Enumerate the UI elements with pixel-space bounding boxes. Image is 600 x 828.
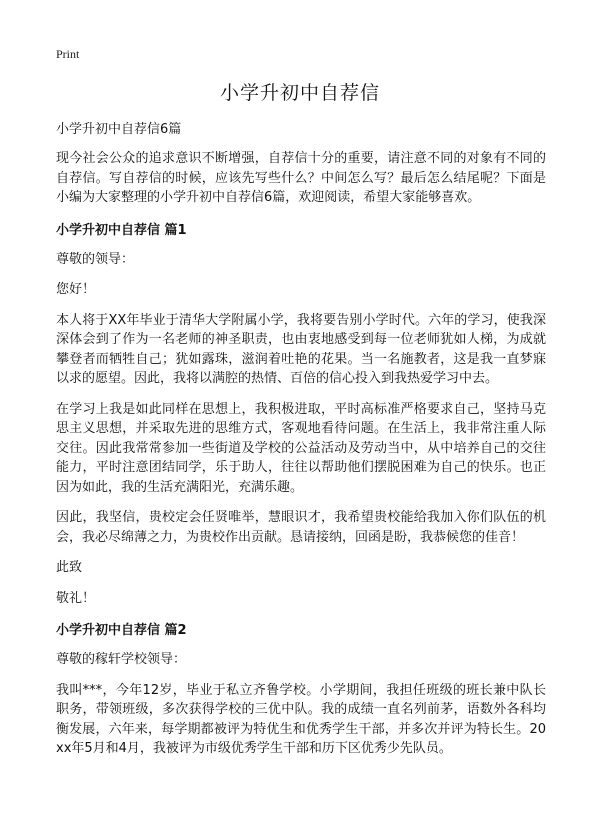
greeting-1: 您好！ (56, 282, 96, 297)
document-body (56, 118, 546, 770)
body-paragraph-1-3: 因此，我坚信，贵校定会任贤唯举，慧眼识才，我希望贵校能给我加入你们队伍的机会，我必尽绵薄之力，为贵校作出贡献。恳请接纳，回函是盼，我恭候您的佳音！ (56, 510, 546, 545)
salutation-2: 尊敬的稼轩学校领导： (56, 652, 187, 667)
closing-line-2: 敬礼！ (56, 590, 96, 606)
section-heading-1: 小学升初中自荐信 篇1 (56, 222, 187, 238)
body-paragraph-1-2: 在学习上我是如此同样在思想上，我积极进取，平时高标准严格要求自己，坚持马克思主义思想，并采取先进的思维方式，客观地看待问题。在生活上，我非常注重人际交往。因此我常常参加一些街道及学校的公益活动及劳动当中，从中培养自己的交往能力，平时注意团结同学，乐于助人，往往以帮助他们摆脱困难为自己的快乐。也正因为如此，我的生活充满阳光，充满乐趣。 (56, 401, 546, 495)
closing-line-1: 此致 (56, 560, 83, 575)
section-heading-2: 小学升初中自荐信 篇2 (56, 623, 187, 638)
page-title: 小学升初中自荐信 (219, 82, 380, 104)
intro-paragraph: 现今社会公众的追求意识不断增强，自荐信十分的重要，请注意不同的对象有不同的自荐信。写自荐信的时候，应该先写些什么？中间怎么写？最后怎么结尾呢？下面是小编为大家整理的小学升初中自荐信6篇，欢迎阅读，希望大家能够喜欢。 (56, 151, 546, 205)
print-link[interactable]: Print (56, 47, 80, 61)
document-subtitle: 小学升初中自荐信6篇 (56, 122, 182, 137)
salutation-1: 尊敬的领导： (56, 251, 135, 267)
body-paragraph-2-1: 我叫***，今年12岁，毕业于私立齐鲁学校。小学期间，我担任班级的班长兼中队长职务，带领班级，多次获得学校的三优中队。我的成绩一直名列前茅，语数外各科均衡发展，六年来，每学期都被评为特优生和优秀学生干部，并多次并评为特长生。20xx年5月和4月，我被评为市级优秀学生干部和历下区优秀少先队员。 (56, 682, 546, 756)
body-paragraph-1-1: 本人将于XX年毕业于清华大学附属小学，我将要告别小学时代。六年的学习，使我深深体会到了作为一名老师的神圣职责，也由衷地感受到每一位老师犹如人梯，为成就攀登者而牺牲自己；犹如露珠，滋润着吐艳的花果。当一名施教者，这是我一直梦寐以求的愿望。因此，我将以满腔的热情、百倍的信心投入到我热爱学习中去。 (56, 312, 546, 386)
